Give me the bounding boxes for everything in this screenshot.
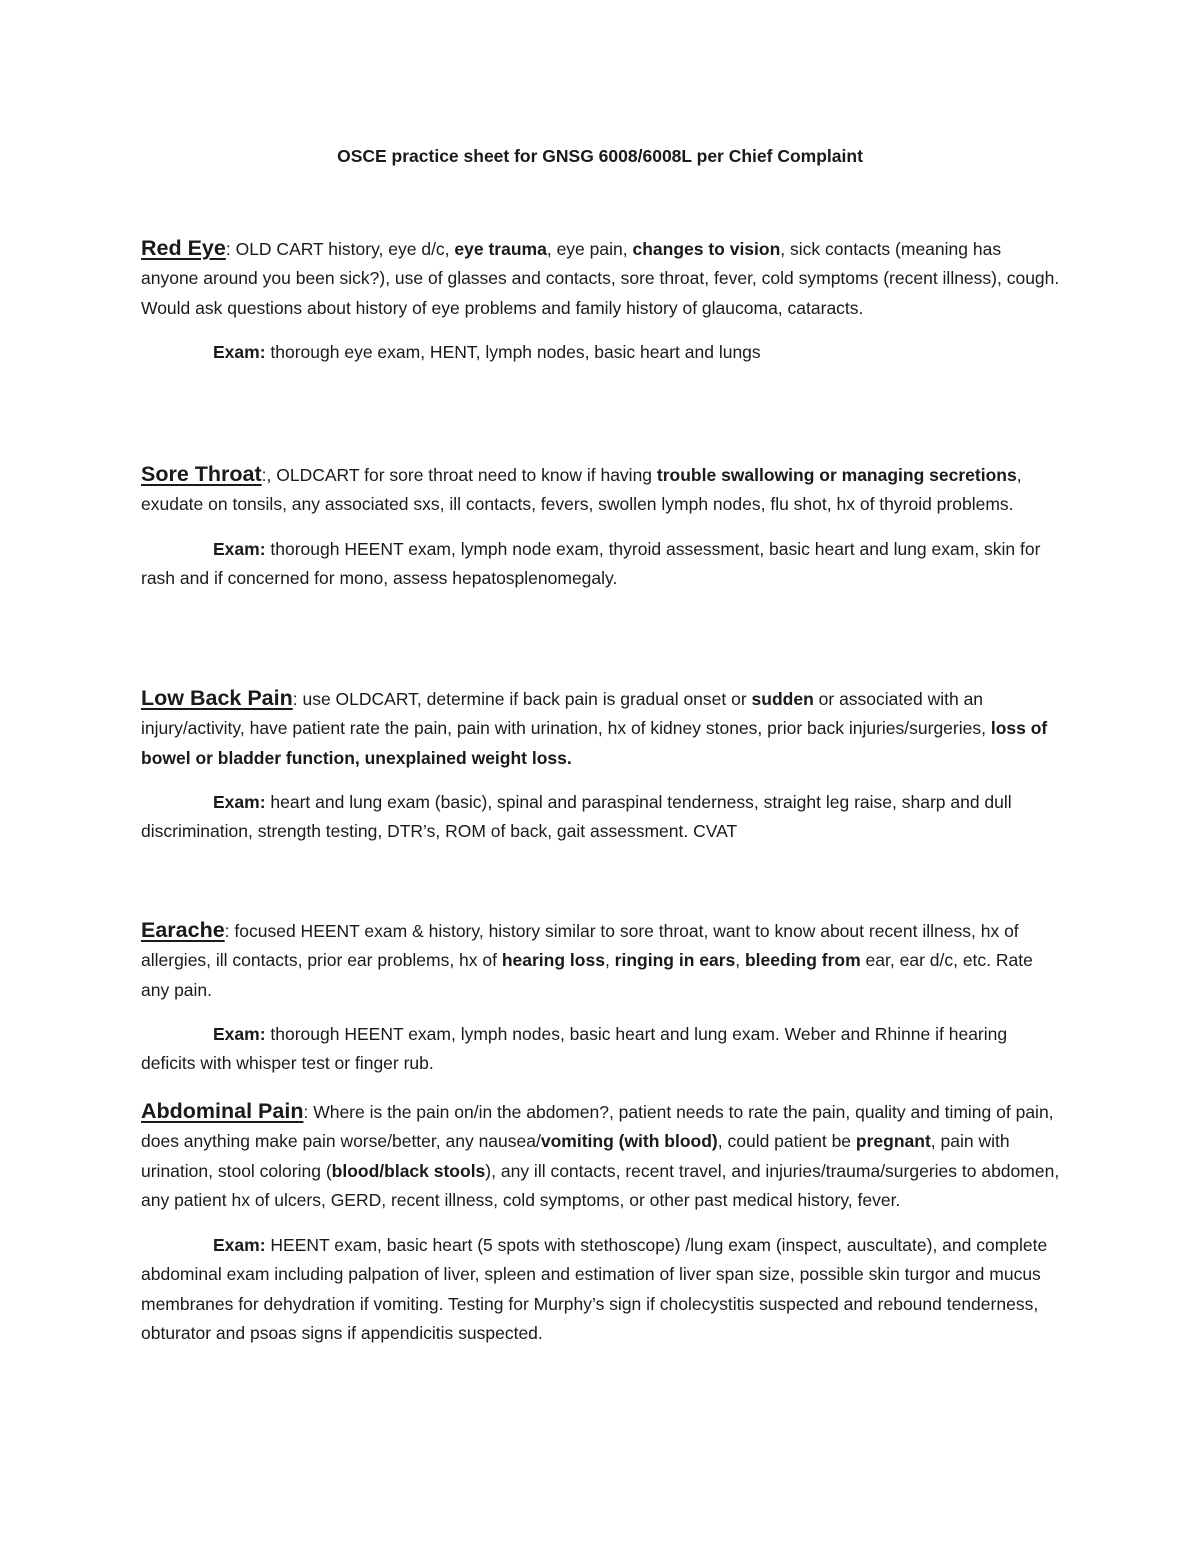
history-text-bold: changes to vision: [632, 239, 781, 259]
exam-paragraph: [141, 1231, 1061, 1348]
history-text: [141, 921, 1033, 1000]
history-paragraph: [141, 684, 1061, 773]
exam-label: Exam:: [213, 1235, 266, 1256]
section-sore-throat: [141, 460, 1061, 593]
history-text-run: ,: [604, 950, 615, 971]
exam-paragraph: [141, 1020, 1061, 1079]
section-heading: Earache: [141, 918, 225, 942]
history-text-run: , eye pain,: [546, 239, 633, 259]
section-heading: Low Back Pain: [141, 686, 293, 710]
exam-text: thorough HEENT exam, lymph nodes, basic heart and lung exam. Weber and Rhinne if hearing deficits with whisper test or finger rub.: [141, 1023, 1008, 1074]
exam-paragraph: [141, 338, 1061, 367]
section-heading: Sore Throat: [141, 462, 262, 486]
history-paragraph: [141, 916, 1061, 1005]
history-paragraph: [141, 1097, 1061, 1215]
exam-text: thorough HEENT exam, lymph node exam, thyroid assessment, basic heart and lung exam, skin for rash and if concerned for mono, assess hepatosplenomegaly.: [141, 538, 1041, 588]
history-text-bold: pregnant: [855, 1131, 931, 1152]
exam-text: HEENT exam, basic heart (5 spots with stethoscope) /lung exam (inspect, auscultate), and complete abdominal exam including palpation of liver, spleen and estimation of liver span size, possible skin turgor and mucus membranes for dehydration if vomiting. Testing for Murphy’s sign if cholecystitis suspected and rebound tenderness, obturator and psoas signs if appendicitis suspected.: [141, 1235, 1048, 1344]
exam-paragraph: [141, 535, 1061, 594]
history-paragraph: [141, 234, 1061, 323]
history-text-bold: hearing loss: [501, 950, 605, 971]
exam-label: Exam:: [213, 538, 266, 559]
history-text-bold: trouble swallowing or managing secretions: [656, 465, 1017, 485]
section-heading: Abdominal Pain: [141, 1099, 304, 1123]
page-title: OSCE practice sheet for GNSG 6008/6008L per Chief Complaint: [337, 146, 863, 166]
history-text-run: , could patient be: [717, 1131, 856, 1152]
exam-label: Exam:: [213, 791, 266, 812]
history-text-run: , sick contacts (meaning has anyone around you been sick?), use of glasses and contacts, sore throat, fever, cold symptoms (recent illness), cough. Would ask questions about history of eye problems and family history of glaucoma, cataracts.: [141, 239, 1060, 318]
history-text-run: : OLD CART history, eye d/c,: [225, 239, 455, 259]
exam-paragraph: [141, 788, 1061, 847]
section-heading: Red Eye: [141, 236, 226, 260]
history-paragraph: [141, 460, 1061, 520]
history-text-run: :, OLDCART for sore throat need to know if having: [261, 465, 657, 485]
exam-text: thorough eye exam, HENT, lymph nodes, basic heart and lungs: [265, 341, 761, 362]
exam-text: heart and lung exam (basic), spinal and paraspinal tenderness, straight leg raise, sharp and dull discrimination, strength testing, DTR’s, ROM of back, gait assessment. CVAT: [141, 791, 1012, 842]
history-text-run: : focused HEENT exam & history, history similar to sore throat, want to know about recent illness, hx of allergies, ill contacts, prior ear problems, hx of: [141, 921, 1019, 971]
history-text-run: : Where is the pain on/in the abdomen?, patient needs to rate the pain, quality and timing of pain, does anything make pain worse/better, any nausea/: [141, 1102, 1054, 1152]
history-text-run: or associated with an injury/activity, have patient rate the pain, pain with urination, hx of kidney stones, prior back injuries/surgeries,: [141, 689, 991, 739]
history-text-run: , pain with urination, stool coloring (: [141, 1131, 1010, 1181]
exam-label: Exam:: [213, 341, 266, 362]
history-text-run: ,: [735, 950, 745, 971]
history-text-run: ear, ear d/c, etc. Rate any pain.: [141, 950, 1033, 1000]
history-text-bold: ringing in ears: [614, 950, 736, 971]
history-text-bold: sudden: [751, 689, 814, 709]
section-earache: [141, 916, 1061, 1078]
history-text-bold: bleeding from: [744, 950, 861, 971]
history-text: [141, 239, 1059, 318]
history-text-bold: blood/black stools: [331, 1160, 486, 1181]
history-text-run: : use OLDCART, determine if back pain is gradual onset or: [292, 689, 752, 709]
section-red-eye: [141, 234, 1061, 367]
history-text-run: , exudate on tonsils, any associated sxs, ill contacts, fevers, swollen lymph nodes, flu shot, hx of thyroid problems.: [141, 465, 1022, 515]
exam-label: Exam:: [213, 1023, 266, 1044]
history-text-run: ), any ill contacts, recent travel, and injuries/trauma/surgeries to abdomen, any patient hx of ulcers, GERD, recent illness, cold symptoms, or other past medical history, fever.: [141, 1160, 1060, 1210]
history-text-bold: eye trauma: [454, 239, 547, 259]
section-low-back-pain: [141, 684, 1061, 846]
history-text-bold: loss of bowel or bladder function, unexplained weight loss.: [141, 718, 1048, 768]
history-text: [141, 465, 1022, 514]
history-text-bold: vomiting (with blood): [540, 1131, 718, 1152]
section-abdominal-pain: [141, 1097, 1061, 1348]
